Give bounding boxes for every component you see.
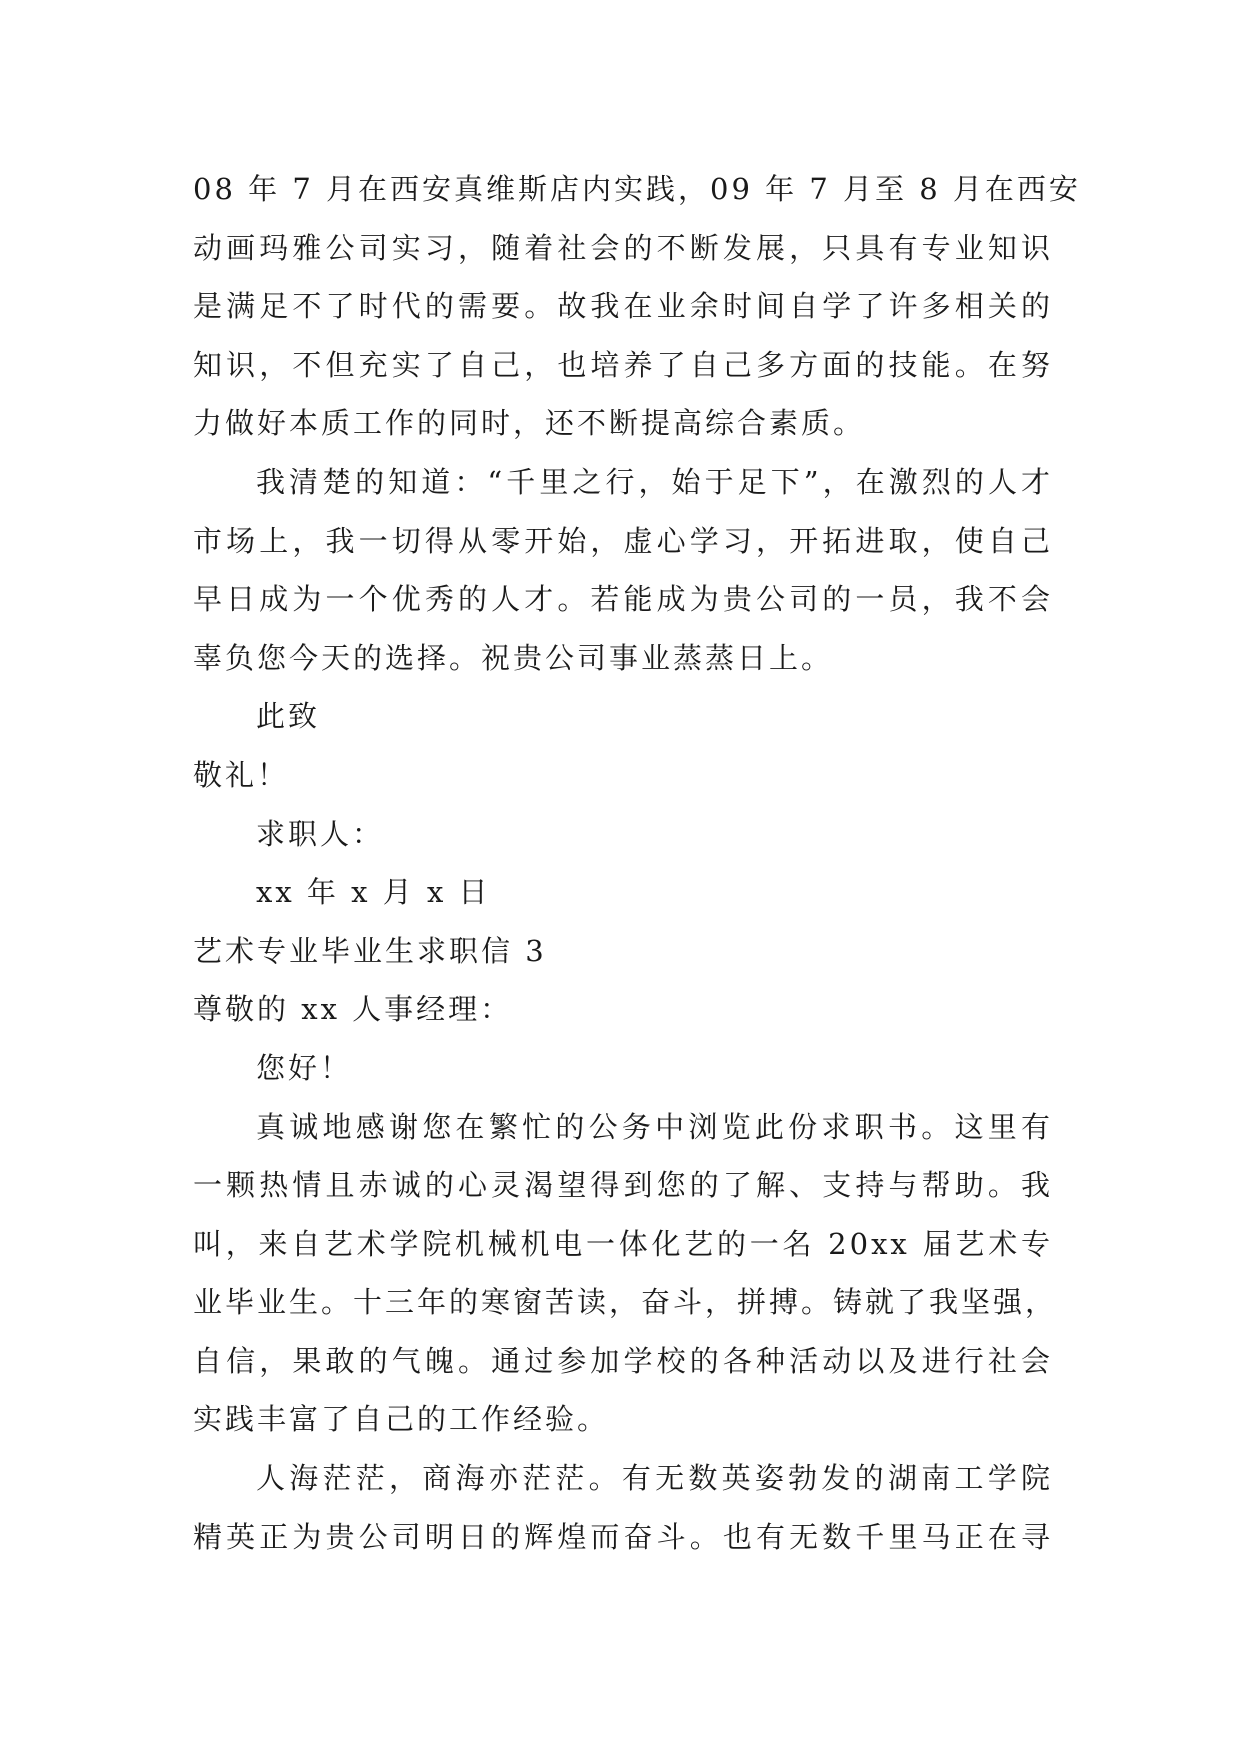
text-line: 08 年 7 月在西安真维斯店内实践，09 年 7 月至 8 月在西安 xyxy=(193,172,1081,206)
signature-label: 求职人： xyxy=(256,816,385,851)
text-line: 实践丰富了自己的工作经验。 xyxy=(193,1402,610,1437)
letter-greeting: 尊敬的 xx 人事经理： xyxy=(193,992,513,1027)
text-line: 知识，不但充实了自己，也培养了自己多方面的技能。在努 xyxy=(193,347,1053,382)
text-line: 动画玛雅公司实习，随着社会的不断发展，只具有专业知识 xyxy=(193,230,1053,265)
document-body xyxy=(193,160,1081,1566)
text-line: 业毕业生。十三年的寒窗苦读，奋斗，拼搏。铸就了我坚强， xyxy=(193,1285,1058,1320)
text-line: 力做好本质工作的同时，还不断提高综合素质。 xyxy=(193,406,866,441)
salutation-closing: 敬礼！ xyxy=(193,757,290,792)
text-line: 自信，果敢的气魄。通过参加学校的各种活动以及进行社会 xyxy=(193,1343,1053,1378)
paragraph-start-line: 真诚地感谢您在繁忙的公务中浏览此份求职书。这里有 xyxy=(256,1109,1053,1144)
text-line: 是满足不了时代的需要。故我在业余时间自学了许多相关的 xyxy=(193,289,1053,324)
text-line: 精英正为贵公司明日的辉煌而奋斗。也有无数千里马正在寻 xyxy=(193,1519,1053,1554)
paragraph-start-line: 我清楚的知道：“千里之行，始于足下”，在激烈的人才 xyxy=(256,464,1053,499)
closing-phrase: 此致 xyxy=(256,699,321,734)
signature-date: xx 年 x 月 x 日 xyxy=(256,875,491,910)
text-line: 叫，来自艺术学院机械机电一体化艺的一名 20xx 届艺术专 xyxy=(193,1226,1053,1261)
text-line: 早日成为一个优秀的人才。若能成为贵公司的一员，我不会 xyxy=(193,582,1053,617)
greeting-line: 您好！ xyxy=(256,1050,353,1085)
text-line: 辜负您今天的选择。祝贵公司事业蒸蒸日上。 xyxy=(193,640,834,675)
section-title: 艺术专业毕业生求职信 3 xyxy=(193,933,547,968)
text-line: 一颗热情且赤诚的心灵渴望得到您的了解、支持与帮助。我 xyxy=(193,1168,1053,1203)
paragraph-start-line: 人海茫茫，商海亦茫茫。有无数英姿勃发的湖南工学院 xyxy=(256,1461,1053,1496)
text-line: 市场上，我一切得从零开始，虚心学习，开拓进取，使自己 xyxy=(193,523,1053,558)
